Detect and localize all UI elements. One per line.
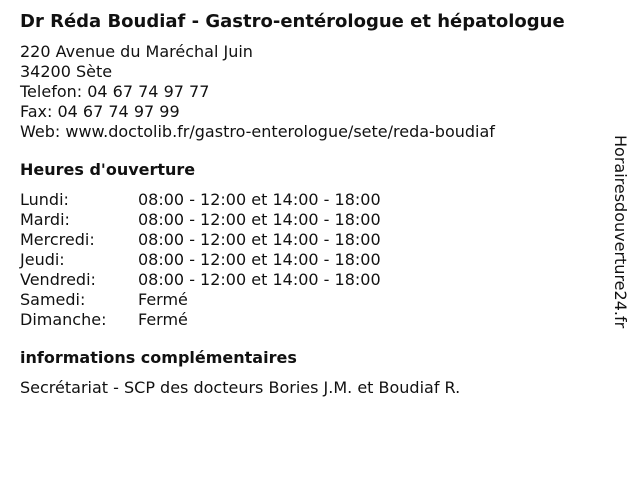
day-hours: 08:00 - 12:00 et 14:00 - 18:00 xyxy=(138,270,381,289)
business-card xyxy=(20,10,620,398)
day-hours: 08:00 - 12:00 et 14:00 - 18:00 xyxy=(138,210,381,229)
day-hours: Fermé xyxy=(138,310,188,329)
opening-hours-table xyxy=(20,190,381,330)
day-label: Mardi: xyxy=(20,210,70,229)
day-label: Dimanche: xyxy=(20,310,107,329)
hours-row-saturday xyxy=(20,290,381,310)
day-hours: Fermé xyxy=(138,290,188,309)
day-hours: 08:00 - 12:00 et 14:00 - 18:00 xyxy=(138,190,381,209)
website: Web: www.doctolib.fr/gastro-enterologue/sete/reda-boudiaf xyxy=(20,122,495,141)
phone-number: Telefon: 04 67 74 97 77 xyxy=(20,82,210,101)
site-watermark: Horairesdouverture24.fr xyxy=(611,135,630,329)
additional-info-text: Secrétariat - SCP des docteurs Bories J.M. et Boudiaf R. xyxy=(20,378,461,397)
hours-row-thursday xyxy=(20,250,381,270)
page-title: Dr Réda Boudiaf - Gastro-entérologue et hépatologue xyxy=(20,11,565,32)
hours-row-wednesday xyxy=(20,230,381,250)
hours-row-tuesday xyxy=(20,210,381,230)
day-hours: 08:00 - 12:00 et 14:00 - 18:00 xyxy=(138,250,381,269)
opening-hours-heading: Heures d'ouverture xyxy=(20,160,196,179)
day-label: Vendredi: xyxy=(20,270,96,289)
day-label: Samedi: xyxy=(20,290,86,309)
day-label: Jeudi: xyxy=(20,250,65,269)
hours-row-monday xyxy=(20,190,381,210)
additional-info-heading: informations complémentaires xyxy=(20,348,297,367)
day-label: Mercredi: xyxy=(20,230,95,249)
street-address: 220 Avenue du Maréchal Juin xyxy=(20,42,253,61)
hours-row-friday xyxy=(20,270,381,290)
day-label: Lundi: xyxy=(20,190,69,209)
address-block xyxy=(20,42,620,142)
fax-number: Fax: 04 67 74 97 99 xyxy=(20,102,180,121)
hours-row-sunday xyxy=(20,310,381,330)
city-address: 34200 Sète xyxy=(20,62,113,81)
day-hours: 08:00 - 12:00 et 14:00 - 18:00 xyxy=(138,230,381,249)
